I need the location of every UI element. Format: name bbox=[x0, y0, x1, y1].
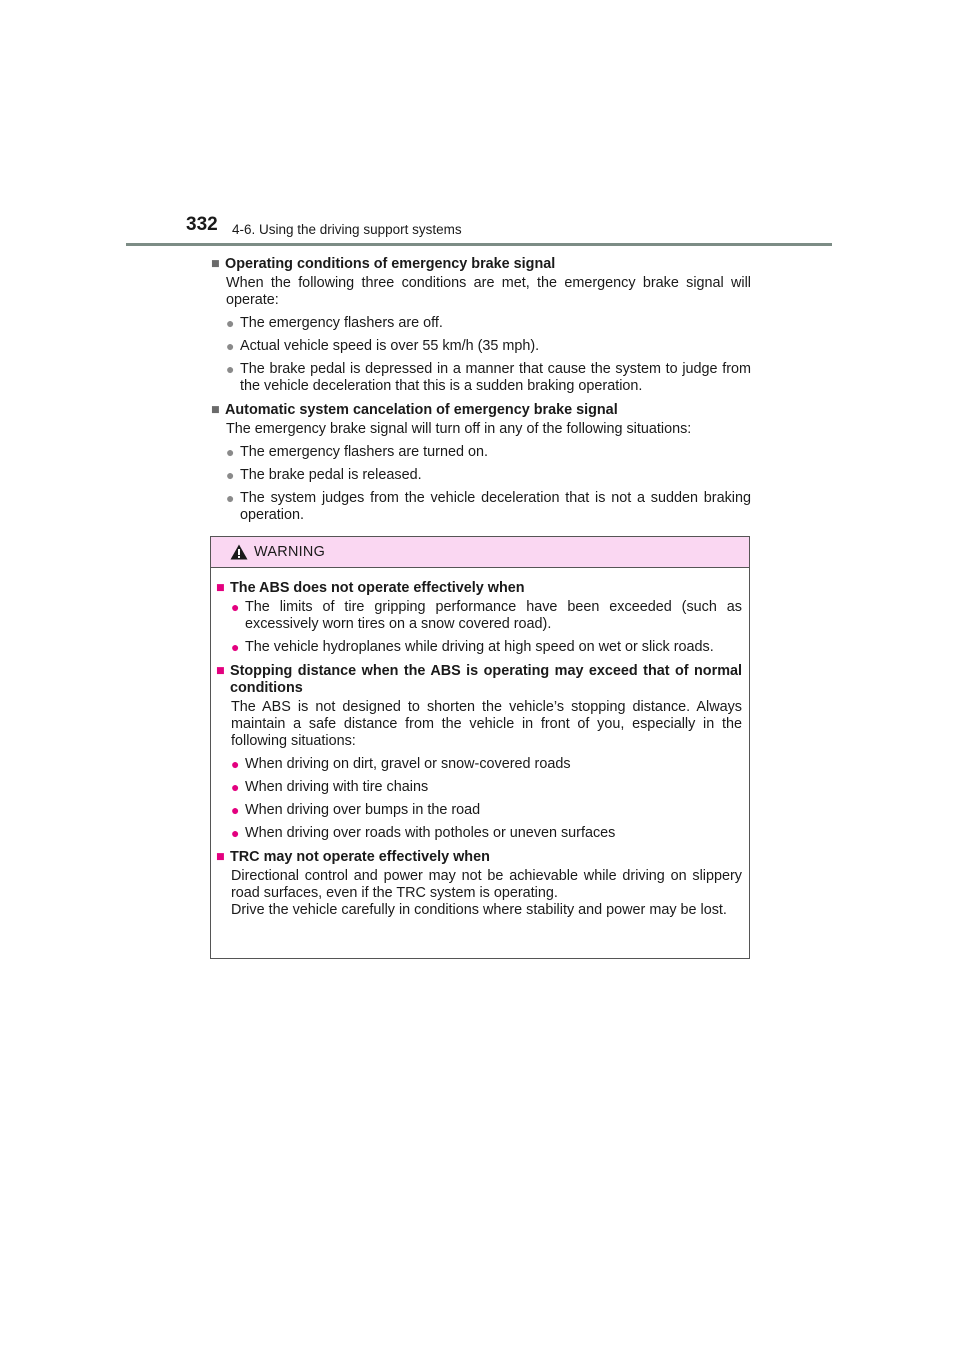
header-rule bbox=[126, 243, 832, 246]
bullet-dot-icon: ● bbox=[226, 467, 235, 483]
section-heading bbox=[211, 256, 751, 273]
list-item bbox=[211, 315, 751, 332]
bullet-dot-icon: ● bbox=[226, 490, 235, 506]
section-emergency-signal-cancelation bbox=[211, 402, 751, 524]
list-item bbox=[211, 338, 751, 355]
list-item-text: When driving over bumps in the road bbox=[245, 802, 481, 818]
warning-section-abs bbox=[216, 580, 742, 656]
section-heading bbox=[211, 402, 751, 419]
warning-section-heading bbox=[216, 849, 742, 866]
list-item-text: When driving with tire chains bbox=[245, 779, 429, 795]
list-item-text: The brake pedal is depressed in a manner that cause the system to judge from the vehicle deceleration that this is a sudden braking operation. bbox=[240, 361, 751, 394]
bullet-dot-icon: ● bbox=[231, 639, 240, 655]
bullet-dot-icon: ● bbox=[231, 756, 240, 772]
list-item bbox=[211, 490, 751, 524]
bullet-dot-icon: ● bbox=[226, 338, 235, 354]
section-intro: Directional control and power may not be achievable while driving on slippery road surfaces, even if the TRC system is operating. bbox=[231, 868, 742, 901]
bullet-dot-icon: ● bbox=[231, 825, 240, 841]
list-item bbox=[211, 444, 751, 461]
list-item-text: Actual vehicle speed is over 55 km/h (35 mph). bbox=[240, 338, 540, 354]
section-intro: The ABS is not designed to shorten the vehicle’s stopping distance. Always maintain a safe distance from the vehicle in front of you, especially in the following situations: bbox=[231, 699, 742, 749]
heading-text: The ABS does not operate effectively when bbox=[230, 580, 525, 596]
section-intro: The emergency brake signal will turn off in any of the following situations: bbox=[226, 421, 692, 437]
list-item-text: The limits of tire gripping performance have been exceeded (such as excessively worn tires on a snow covered road). bbox=[245, 599, 742, 632]
list-item bbox=[216, 825, 742, 842]
bullet-dot-icon: ● bbox=[231, 779, 240, 795]
bullet-dot-icon: ● bbox=[226, 315, 235, 331]
bullet-dot-icon: ● bbox=[226, 444, 235, 460]
warning-section-heading bbox=[216, 663, 742, 697]
heading-text: Operating conditions of emergency brake signal bbox=[225, 256, 556, 272]
square-bullet-icon: ■ bbox=[216, 663, 225, 679]
list-item-text: The brake pedal is released. bbox=[240, 467, 422, 483]
page-number: 332 bbox=[186, 214, 218, 235]
warning-triangle-icon bbox=[230, 544, 248, 560]
list-item bbox=[216, 639, 742, 656]
list-item bbox=[216, 756, 742, 773]
list-item bbox=[216, 599, 742, 633]
section-emergency-signal-conditions bbox=[211, 256, 751, 395]
list-item-text: When driving on dirt, gravel or snow-covered roads bbox=[245, 756, 571, 772]
warning-body bbox=[211, 568, 749, 919]
list-item-text: The system judges from the vehicle deceleration that is not a sudden braking operation. bbox=[240, 490, 751, 523]
list-item-text: The emergency flashers are off. bbox=[240, 315, 443, 331]
heading-text: Automatic system cancelation of emergency brake signal bbox=[225, 402, 618, 418]
bullet-dot-icon: ● bbox=[226, 361, 235, 377]
warning-section-stopping-distance bbox=[216, 663, 742, 842]
list-item-text: When driving over roads with potholes or uneven surfaces bbox=[245, 825, 616, 841]
warning-title: WARNING bbox=[254, 544, 326, 560]
list-item bbox=[211, 361, 751, 395]
square-bullet-icon: ■ bbox=[211, 402, 220, 418]
warning-box bbox=[210, 536, 750, 959]
list-item-text: The emergency flashers are turned on. bbox=[240, 444, 488, 460]
main-content bbox=[211, 256, 751, 531]
list-item bbox=[216, 779, 742, 796]
warning-section-trc bbox=[216, 849, 742, 919]
list-item bbox=[211, 467, 751, 484]
warning-header bbox=[211, 537, 749, 568]
warning-section-heading bbox=[216, 580, 742, 597]
square-bullet-icon: ■ bbox=[211, 256, 220, 272]
section-intro: When the following three conditions are met, the emergency brake signal will operate: bbox=[226, 275, 751, 308]
square-bullet-icon: ■ bbox=[216, 849, 225, 865]
list-item-text: The vehicle hydroplanes while driving at high speed on wet or slick roads. bbox=[245, 639, 714, 655]
heading-text: TRC may not operate effectively when bbox=[230, 849, 490, 865]
section-title: 4-6. Using the driving support systems bbox=[232, 222, 462, 237]
bullet-dot-icon: ● bbox=[231, 802, 240, 818]
section-intro-2: Drive the vehicle carefully in conditions where stability and power may be lost. bbox=[231, 902, 727, 918]
list-item bbox=[216, 802, 742, 819]
square-bullet-icon: ■ bbox=[216, 580, 225, 596]
bullet-dot-icon: ● bbox=[231, 599, 240, 615]
heading-text: Stopping distance when the ABS is operating may exceed that of normal conditions bbox=[230, 663, 742, 696]
